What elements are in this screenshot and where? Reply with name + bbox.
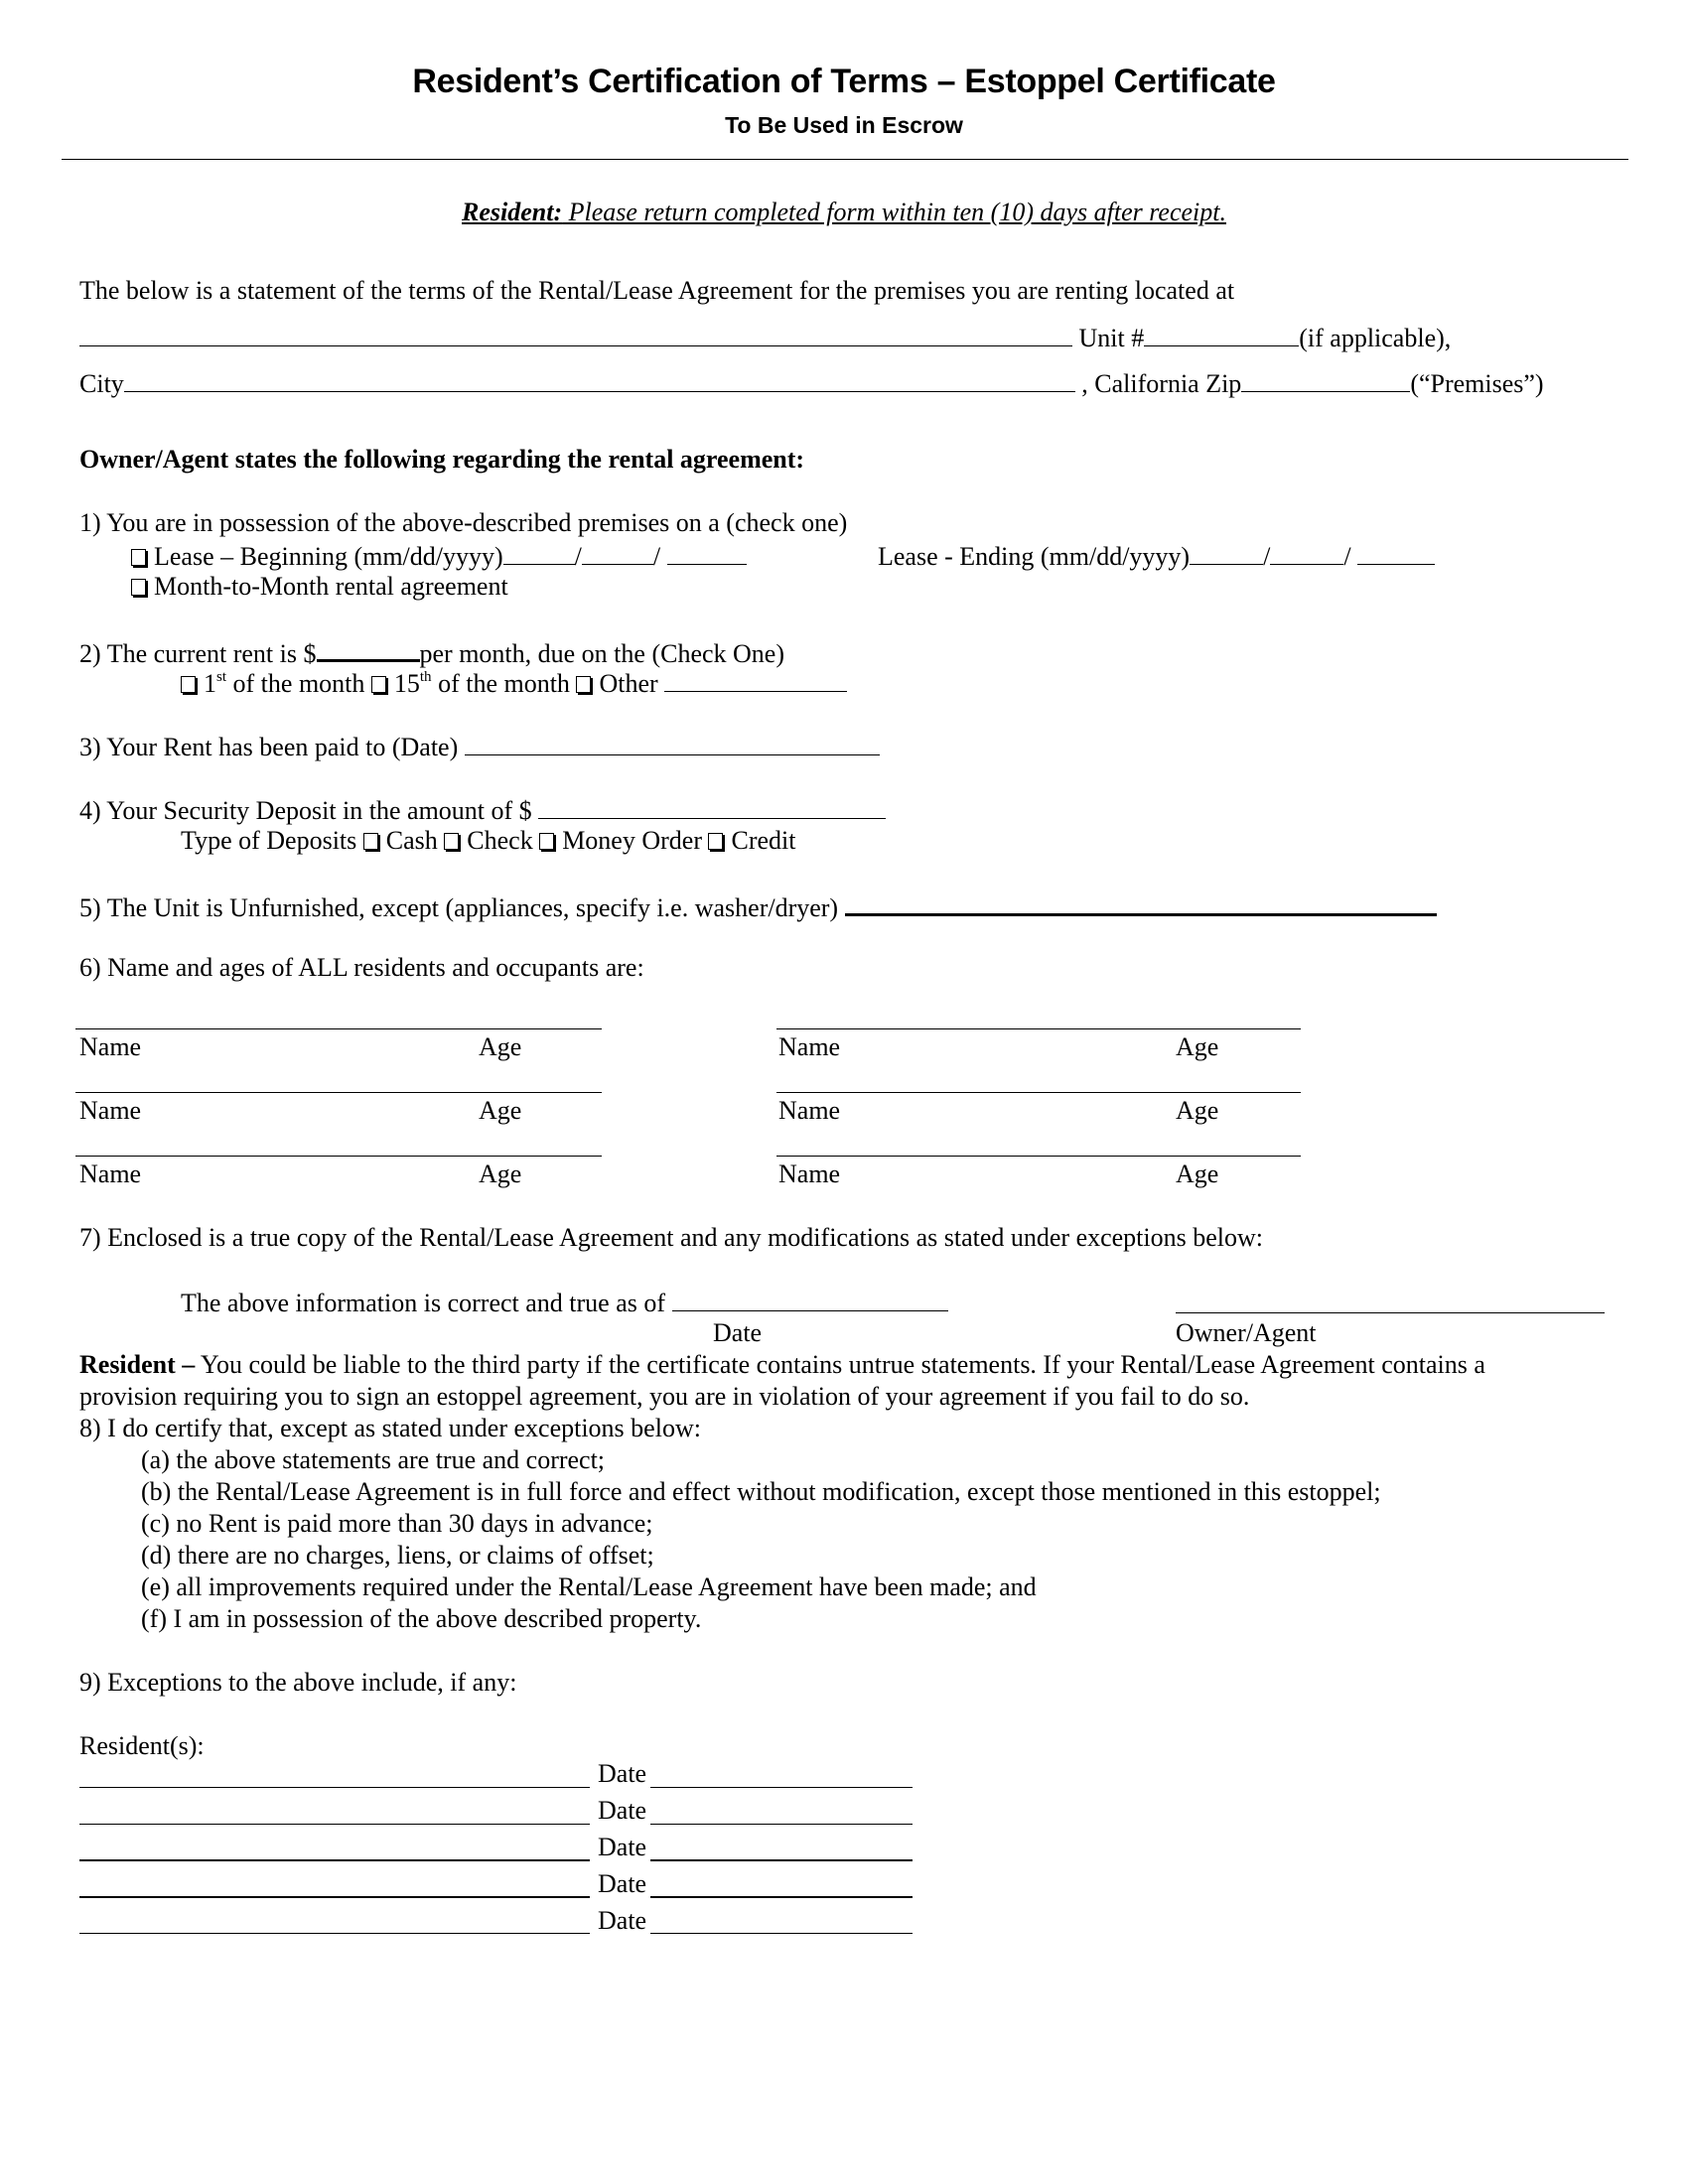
clause-b: (b) the Rental/Lease Agreement is in full force and effect without modification, except those mentioned in this estoppel; bbox=[141, 1477, 1381, 1506]
signature-date-line[interactable] bbox=[650, 1896, 913, 1898]
owner-agent-signature-line[interactable] bbox=[1176, 1312, 1605, 1313]
slash: / bbox=[574, 542, 582, 571]
name-label: Name bbox=[79, 1032, 142, 1061]
resident-warning-line2: provision requiring you to sign an estoppel agreement, you are in violation of your agreement if you fail to do so. bbox=[79, 1382, 1250, 1411]
signature-date-label: Date bbox=[598, 1759, 647, 1788]
city-label: City bbox=[79, 369, 124, 398]
true-as-of-row bbox=[181, 1287, 948, 1318]
resident-signature-line[interactable] bbox=[79, 1933, 590, 1934]
month-to-month-row bbox=[131, 572, 508, 602]
true-as-of-label: The above information is correct and true as of bbox=[181, 1289, 672, 1317]
age-label: Age bbox=[479, 1032, 522, 1061]
slash: / bbox=[652, 542, 661, 571]
fifteenth-suffix: th bbox=[419, 669, 432, 685]
zip-field[interactable] bbox=[1241, 367, 1410, 392]
money-order-label: Money Order bbox=[562, 826, 709, 855]
return-notice bbox=[0, 198, 1688, 227]
check-label: Check bbox=[467, 826, 540, 855]
age-label: Age bbox=[1176, 1032, 1219, 1061]
lease-beginning-row bbox=[131, 540, 747, 572]
rent-due-options bbox=[181, 667, 847, 699]
other-field[interactable] bbox=[664, 667, 847, 692]
lease-checkbox[interactable] bbox=[131, 549, 146, 566]
rent-paid-date-field[interactable] bbox=[465, 731, 880, 755]
resident-warning-label: Resident – bbox=[79, 1350, 196, 1379]
resident-signature-line[interactable] bbox=[79, 1787, 590, 1788]
month-to-month-checkbox[interactable] bbox=[131, 579, 146, 596]
other-checkbox[interactable] bbox=[576, 676, 591, 693]
rent-amount-field[interactable] bbox=[317, 635, 420, 662]
resident-warning-text: You could be liable to the third party if the certificate contains untrue statements. If your Rental/Lease Agreement contains a bbox=[195, 1350, 1485, 1379]
first-label: 1 bbox=[204, 669, 216, 698]
occupant-line[interactable] bbox=[776, 1028, 1301, 1029]
lease-begin-day-field[interactable] bbox=[582, 540, 653, 565]
signature-date-line[interactable] bbox=[650, 1933, 913, 1934]
name-label: Name bbox=[79, 1096, 142, 1125]
signature-date-line[interactable] bbox=[650, 1859, 913, 1861]
fifteenth-label: 15 bbox=[393, 669, 420, 698]
age-label: Age bbox=[1176, 1096, 1219, 1125]
occupant-line[interactable] bbox=[75, 1156, 602, 1157]
owner-agent-caption: Owner/Agent bbox=[1176, 1318, 1317, 1347]
check-checkbox[interactable] bbox=[444, 833, 459, 850]
resident-signature-line[interactable] bbox=[79, 1896, 590, 1898]
item8-text: 8) I do certify that, except as stated under exceptions below: bbox=[79, 1414, 701, 1442]
age-label: Age bbox=[479, 1096, 522, 1125]
unit-label: Unit # bbox=[1072, 324, 1145, 352]
occupant-line[interactable] bbox=[776, 1156, 1301, 1157]
appliances-field[interactable] bbox=[845, 889, 1437, 916]
notice-text: Please return completed form within ten (10) days after receipt. bbox=[562, 198, 1226, 226]
name-label: Name bbox=[778, 1032, 841, 1061]
street-address-field[interactable] bbox=[79, 322, 1072, 346]
fifteenth-of-month-checkbox[interactable] bbox=[371, 676, 386, 693]
unfurnished-label: 5) The Unit is Unfurnished, except (appliances, specify i.e. washer/dryer) bbox=[79, 893, 845, 922]
resident-signature-line[interactable] bbox=[79, 1859, 590, 1861]
age-label: Age bbox=[1176, 1160, 1219, 1188]
owner-statement: Owner/Agent states the following regarding the rental agreement: bbox=[79, 445, 805, 474]
name-label: Name bbox=[778, 1096, 841, 1125]
signature-date-line[interactable] bbox=[650, 1824, 913, 1825]
slash: / bbox=[1343, 542, 1351, 571]
age-label: Age bbox=[479, 1160, 522, 1188]
first-tail: of the month bbox=[226, 669, 371, 698]
premises-label: (“Premises”) bbox=[1410, 369, 1544, 398]
page-subtitle: To Be Used in Escrow bbox=[725, 112, 963, 138]
deposit-type-row bbox=[181, 826, 795, 856]
rent-paid-row bbox=[79, 731, 880, 762]
money-order-checkbox[interactable] bbox=[539, 833, 554, 850]
cash-checkbox[interactable] bbox=[363, 833, 378, 850]
address-row bbox=[79, 322, 1451, 353]
notice-label: Resident: bbox=[462, 198, 563, 226]
rent-due-label: per month, due on the (Check One) bbox=[419, 639, 785, 668]
unit-suffix: (if applicable), bbox=[1299, 324, 1452, 352]
lease-ending-row bbox=[878, 540, 1435, 572]
lease-end-label: Lease - Ending (mm/dd/yyyy) bbox=[878, 542, 1191, 571]
unit-number-field[interactable] bbox=[1144, 322, 1299, 346]
occupant-line[interactable] bbox=[776, 1092, 1301, 1093]
other-label: Other bbox=[599, 669, 665, 698]
lease-end-day-field[interactable] bbox=[1270, 540, 1343, 565]
deposit-label: 4) Your Security Deposit in the amount of $ bbox=[79, 796, 539, 825]
as-of-date-field[interactable] bbox=[672, 1287, 948, 1311]
lease-begin-year-field[interactable] bbox=[667, 540, 747, 565]
lease-begin-label: Lease – Beginning (mm/dd/yyyy) bbox=[154, 542, 503, 571]
deposit-amount-field[interactable] bbox=[538, 794, 886, 819]
credit-checkbox[interactable] bbox=[708, 833, 723, 850]
item6-text: 6) Name and ages of ALL residents and occupants are: bbox=[79, 953, 644, 982]
lease-end-year-field[interactable] bbox=[1357, 540, 1435, 565]
city-row bbox=[79, 367, 1544, 399]
credit-label: Credit bbox=[731, 826, 796, 855]
name-label: Name bbox=[778, 1160, 841, 1188]
residents-label: Resident(s): bbox=[79, 1731, 205, 1760]
signature-date-label: Date bbox=[598, 1796, 647, 1825]
clause-f: (f) I am in possession of the above described property. bbox=[141, 1604, 702, 1633]
deposit-row bbox=[79, 794, 886, 826]
signature-date-line[interactable] bbox=[650, 1787, 913, 1788]
date-caption: Date bbox=[713, 1318, 763, 1347]
name-label: Name bbox=[79, 1160, 142, 1188]
signature-date-label: Date bbox=[598, 1906, 647, 1935]
clause-d: (d) there are no charges, liens, or claims of offset; bbox=[141, 1541, 654, 1570]
resident-warning-line1 bbox=[79, 1350, 1485, 1380]
clause-a: (a) the above statements are true and correct; bbox=[141, 1445, 606, 1474]
item9-text: 9) Exceptions to the above include, if any: bbox=[79, 1668, 517, 1697]
header-divider bbox=[62, 159, 1628, 160]
intro-text: The below is a statement of the terms of the Rental/Lease Agreement for the premises you are renting located at bbox=[79, 276, 1235, 305]
resident-signature-line[interactable] bbox=[79, 1824, 590, 1825]
month-to-month-label: Month-to-Month rental agreement bbox=[154, 572, 508, 601]
clause-e: (e) all improvements required under the Rental/Lease Agreement have been made; and bbox=[141, 1572, 1037, 1601]
fifteenth-tail: of the month bbox=[431, 669, 577, 698]
rent-row bbox=[79, 635, 784, 669]
occupant-line[interactable] bbox=[75, 1092, 602, 1093]
signature-date-label: Date bbox=[598, 1869, 647, 1898]
first-suffix: st bbox=[216, 669, 227, 685]
deposit-type-label: Type of Deposits bbox=[181, 826, 363, 855]
cash-label: Cash bbox=[385, 826, 445, 855]
first-of-month-checkbox[interactable] bbox=[181, 676, 196, 693]
occupant-line[interactable] bbox=[75, 1028, 602, 1029]
rent-label: 2) The current rent is $ bbox=[79, 639, 317, 668]
unfurnished-row bbox=[79, 889, 1437, 923]
item7-text: 7) Enclosed is a true copy of the Rental/Lease Agreement and any modifications as stated under exceptions below: bbox=[79, 1223, 1264, 1252]
zip-label: , California Zip bbox=[1074, 369, 1242, 398]
signature-date-label: Date bbox=[598, 1833, 647, 1861]
item1-text: 1) You are in possession of the above-described premises on a (check one) bbox=[79, 508, 848, 537]
lease-begin-month-field[interactable] bbox=[503, 540, 575, 565]
city-field[interactable] bbox=[124, 367, 1075, 392]
rent-paid-label: 3) Your Rent has been paid to (Date) bbox=[79, 733, 465, 761]
clause-c: (c) no Rent is paid more than 30 days in advance; bbox=[141, 1509, 653, 1538]
page-title: Resident’s Certification of Terms – Estoppel Certificate bbox=[412, 63, 1276, 100]
lease-end-month-field[interactable] bbox=[1190, 540, 1263, 565]
slash: / bbox=[1263, 542, 1271, 571]
